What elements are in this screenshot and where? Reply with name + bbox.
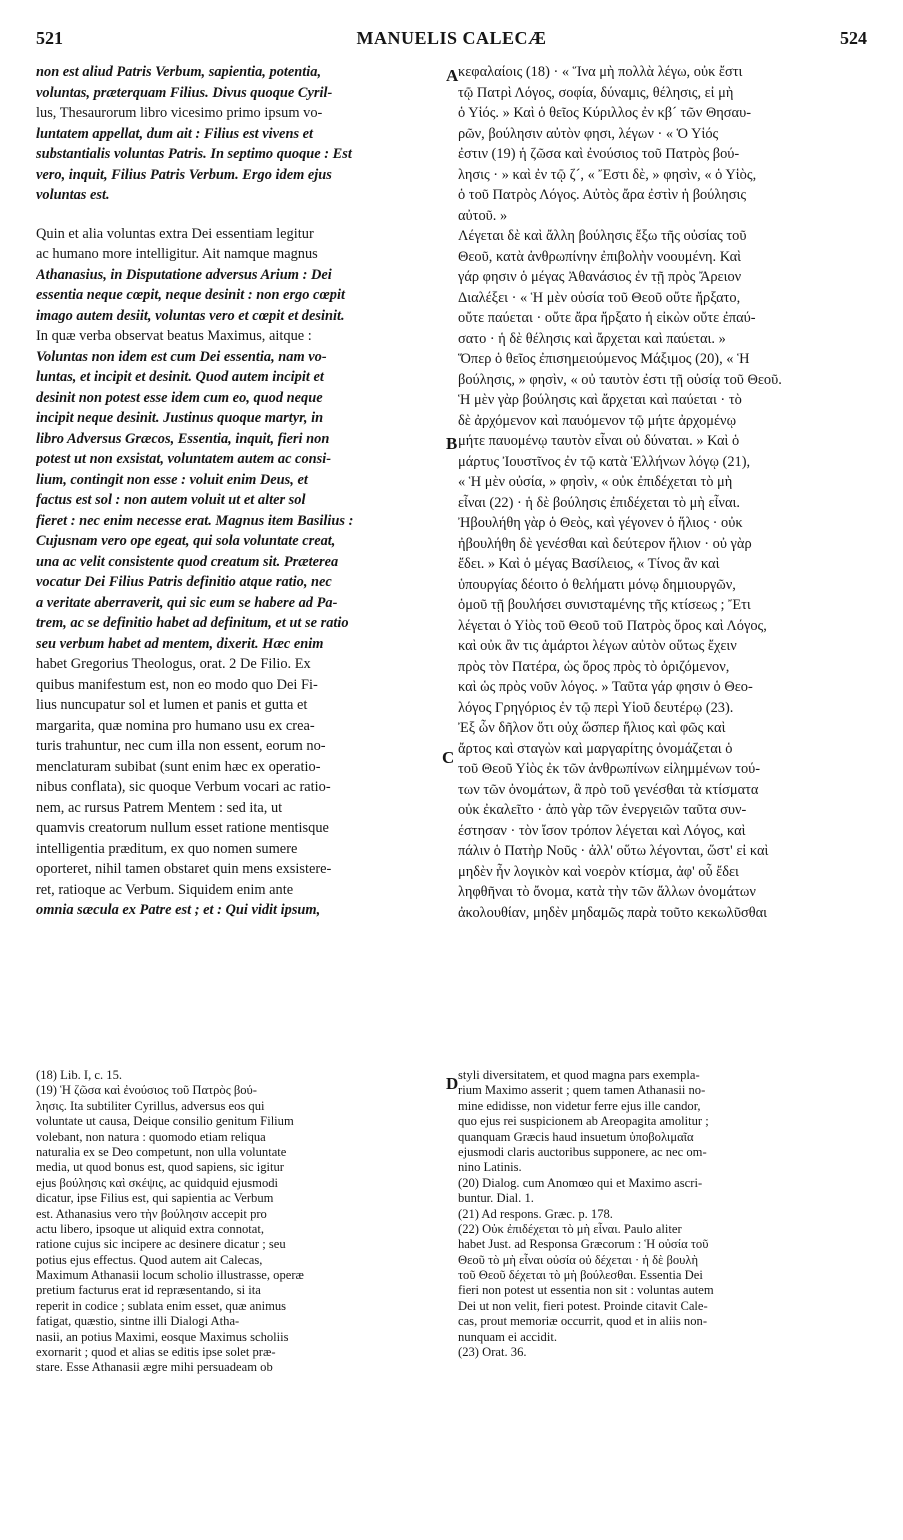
text-line: των τῶν ὀνομάτων, ἃ πρὸ τοῦ γενέσθαι τὰ κτίσματα	[458, 781, 759, 798]
footnote-line: λησις. Ita subtiliter Cyrillus, adversus eos qui	[36, 1098, 265, 1113]
text-line: « Ἡ μὲν οὐσία, » φησὶν, « οὐκ ἐπιδέχεται τὸ μὴ	[458, 474, 733, 490]
text-line: Quin et alia voluntas extra Dei essentiam legitur	[36, 225, 314, 242]
footnotes-right	[458, 1068, 868, 1360]
text-line: vero, inquit, Filius Patris Verbum. Ergo idem ejus	[36, 166, 332, 183]
text-line: βούλησις, » φησὶν, « οὐ ταυτὸν ἐστι τῇ οὐσίᾳ τοῦ Θεοῦ.	[458, 371, 782, 388]
text-line: αὐτοῦ. »	[458, 207, 508, 224]
text-line: μηδὲν ἦν λογικὸν καὶ νοερὸν κτίσμα, ἀφ' οὗ ἔδει	[458, 863, 739, 880]
page-header	[36, 28, 867, 54]
footnotes-left	[36, 1068, 446, 1376]
text-line: nem, ac rursus Patrem Mentem : sed ita, ut	[36, 799, 283, 816]
footnote-line: (22) Οὐκ ἐπιδέχεται τὸ μὴ εἶναι. Paulo aliter	[458, 1221, 682, 1236]
text-line: ἠβουλήθη δὲ γενέσθαι καὶ δεύτερον ἥλιον · οὐ γὰρ	[458, 535, 752, 552]
text-line: Cujusnam vero ope egeat, qui sola voluntate creat,	[36, 533, 336, 549]
text-line: ὑπουργίας δέοιτο ὁ θελήματι μόνῳ δημιουργῶν,	[458, 576, 736, 593]
text-line: turis trahuntur, nec cum illa non essent, eorum no-	[36, 738, 326, 754]
text-line: margarita, quæ nomina pro humano usu ex crea-	[36, 717, 315, 734]
text-line: lus, Thesaurorum libro vicesimo primo ipsum vo-	[36, 105, 323, 121]
footnote-line: Dei ut non velit, fieri potest. Proinde citavit Cale-	[458, 1298, 708, 1313]
text-line: λησις · » καὶ ἐν τῷ ζ´, « Ἔστι δὲ, » φησὶν, « ὁ Υἱὸς,	[458, 166, 757, 183]
text-line: incipit neque desinit. Justinus quoque martyr, in	[36, 410, 324, 426]
text-line: voluntas, præterquam Filius. Divus quoque Cyril-	[36, 84, 333, 101]
footnote-line: voluntate ut causa, Deique consilio genitum Filium	[36, 1114, 294, 1129]
text-line: Ὅπερ ὁ θεῖος ἐπισημειούμενος Μάξιμος (20), « Ἡ	[458, 351, 750, 367]
running-title: MANUELIS CALECÆ	[356, 28, 547, 48]
text-line: intelligentia præditum, ex quo nomen sumere	[36, 840, 298, 857]
margin-letter-d: D	[446, 1074, 459, 1093]
text-line: ὁ Υἱός. » Καὶ ὁ θεῖος Κύριλλος ἐν κβ´ τῶν Θησαυ-	[458, 105, 751, 121]
footnote-line: (20) Dialog. cum Anomœo qui et Maximo ascri-	[458, 1175, 703, 1190]
footnote-line: (18) Lib. I, c. 15.	[36, 1068, 123, 1082]
footnote-line: media, ut quod bonus est, quod sapiens, sic igitur	[36, 1160, 285, 1175]
text-line: desinit non potest esse idem cum eo, quod neque	[36, 389, 323, 406]
text-line: Voluntas non idem est cum Dei essentia, nam vo-	[36, 348, 327, 365]
text-line: εἶναι (22) · ἡ δὲ βούλησις ἐπιδέχεται τὸ μὴ εἶναι.	[458, 494, 740, 511]
footnote-line: Maximum Athanasii locum scholio illustrasse, operæ	[36, 1268, 304, 1283]
text-line: ὁμοῦ τῇ βουλήσει συνισταμένης τῆς κτίσεως ; Ἔτι	[458, 597, 751, 613]
text-line: ληφθῆναι τὸ ὄνομα, κατὰ τὴν τῶν ἄλλων ὀνομάτων	[458, 884, 756, 900]
text-line: Λέγεται δὲ καὶ ἄλλη βούλησις ἔξω τῆς οὐσίας τοῦ	[458, 228, 747, 244]
footnote-line: fieri non potest ut essentia non sit : voluntas autem	[458, 1283, 714, 1298]
footnote-line: volebant, non natura : quomodo etiam reliqua	[36, 1129, 266, 1144]
text-line: habet Gregorius Theologus, orat. 2 De Filio. Ex	[36, 656, 311, 672]
footnote-line: dicatur, ipse Filius est, qui sapientia ac Verbum	[36, 1191, 274, 1206]
text-line: γάρ φησιν ὁ μέγας Ἀθανάσιος ἐν τῇ πρὸς Ἄρειον	[458, 269, 742, 285]
footnote-line: cas, prout memoriæ occurrit, quod et in aliis non-	[458, 1314, 708, 1329]
footnote-line: Θεοῦ τὸ μὴ εἶναι οὐσία οὐ δέχεται · ἡ δὲ βουλὴ	[458, 1252, 699, 1267]
latin-text-column	[36, 62, 446, 921]
text-line: quibus manifestum est, non eo modo quo Dei Fi-	[36, 676, 318, 693]
text-line: λέγεται ὁ Υἱὸς τοῦ Θεοῦ τοῦ Πατρὸς ὅρος καὶ Λόγος,	[458, 617, 767, 634]
text-line: ἔδει. » Καὶ ὁ μέγας Βασίλειος, « Τίνος ἂν καὶ	[458, 556, 720, 572]
margin-letter-c: C	[442, 748, 455, 767]
footnote-line: mine edidisse, non videtur ferre ejus ille candor,	[458, 1098, 701, 1113]
text-line: έστησαν · τὸν ἴσον τρόπον λέγεται καὶ Λόγος, καὶ	[458, 822, 746, 839]
text-line: σατο · ἡ δὲ θέλησις καὶ ἄρχεται καὶ παύεται. »	[458, 330, 726, 347]
left-page-number: 521	[36, 28, 63, 48]
footnote-line: nino Latinis.	[458, 1160, 522, 1175]
text-line: lius nuncupatur sol et lumen et panis et gutta et	[36, 697, 308, 713]
text-line: Ἠβουλήθη γὰρ ὁ Θεὸς, καὶ γέγονεν ὁ ἥλιος · οὐκ	[458, 515, 743, 531]
footnote-line: (23) Orat. 36.	[458, 1345, 527, 1360]
paragraph-break	[36, 206, 446, 224]
text-line: πάλιν ὁ Πατὴρ Νοῦς · ἀλλ' οὕτω λέγονται, ὥστ' εἰ καὶ	[458, 843, 769, 859]
footnote-line: reperit in codice ; sublata enim esset, quæ animus	[36, 1298, 287, 1313]
text-line: ἀκολουθίαν, μηδὲν μηδαμῶς παρὰ τοῦτο κεκωλῦσθαι	[458, 904, 768, 921]
footnote-line: stare. Esse Athanasii ægre mihi persuadeam ob	[36, 1360, 273, 1375]
footnote-line: ejus βούλησις καὶ σκέψις, ac quidquid ejusmodi	[36, 1175, 279, 1190]
text-line: lium, contingit non esse : voluit enim Deus, et	[36, 471, 308, 488]
footnote-line: est. Athanasius vero τὴν βούλησιν accepit pro	[36, 1206, 267, 1221]
text-line: ret, ratioque ac Verbum. Siquidem enim ante	[36, 881, 294, 898]
text-line: μήτε παυομένῳ ταυτὸν εἶναι οὐ δύναται. » Καὶ ὁ	[458, 433, 740, 449]
text-line: ac humano more intelligitur. Ait namque magnus	[36, 246, 318, 262]
text-line: καὶ οὐκ ἂν τις ἁμάρτοι λέγων αὐτὸν οὕτως ἔχειν	[458, 638, 737, 654]
text-line: ὁ τοῦ Πατρὸς Λόγος. Αὐτὸς ἄρα ἐστὶν ἡ βούλησις	[458, 187, 747, 203]
text-line: a veritate aberraverit, qui sic eum se habere ad Pa-	[36, 594, 338, 611]
footnote-line: actu libero, ipsoque ut aliquid extra connotat,	[36, 1221, 265, 1236]
text-line: menclaturam subibat (sunt enim hæc ex operatio-	[36, 758, 321, 775]
footnote-line: styli diversitatem, et quod magna pars exempla-	[458, 1068, 700, 1082]
text-line: οὔτε παύεται · οὔτε ἄρα ἤρξατο ἡ εἰκὼν οὔτε ἐπαύ-	[458, 310, 756, 326]
text-line: μάρτυς Ἰουστῖνος ἐν τῷ κατὰ Ἑλλήνων λόγῳ (21),	[458, 453, 751, 470]
text-line: Athanasius, in Disputatione adversus Arium : Dei	[36, 266, 332, 283]
text-line: δὲ ἀρχόμενον καὶ παυόμενον τῷ μήτε ἀρχομένῳ	[458, 412, 737, 429]
footnote-line: ejusmodi claris auctoribus supponere, ac nec om-	[458, 1144, 707, 1159]
text-line: quamvis creatorum nullum esset ratione mentisque	[36, 820, 329, 836]
text-line: essentia neque cœpit, neque desinit : non ergo cœpit	[36, 287, 345, 303]
text-line: voluntas est.	[36, 187, 110, 203]
footnote-line: potius ejus effectus. Quod autem ait Calecas,	[36, 1252, 263, 1267]
footnote-line: fatigat, quæstio, sintne illi Dialogi Atha-	[36, 1314, 240, 1329]
text-line: seu verbum habet ad mentem, dixerit. Hæc enim	[36, 635, 324, 652]
text-line: libro Adversus Græcos, Essentia, inquit, fieri non	[36, 430, 330, 447]
footnote-line: quo ejus rei suspicionem ab Areopagita amolitur ;	[458, 1114, 709, 1129]
text-line: πρὸς τὸν Πατέρα, ὡς ὅρος πρὸς τὸ ὁριζόμενον,	[458, 658, 730, 675]
text-line: Θεοῦ, κατὰ ἀνθρωπίνην ἐπιβολὴν νοουμένη. Καὶ	[458, 248, 741, 265]
text-line: ἐστιν (19) ἡ ζῶσα καὶ ἐνούσιος τοῦ Πατρὸς βού-	[458, 146, 740, 162]
text-line: Ἐξ ὧν δῆλον ὅτι οὐχ ὥσπερ ἥλιος καὶ φῶς καὶ	[458, 720, 726, 736]
greek-text-column	[458, 62, 868, 923]
footnote-line: τοῦ Θεοῦ δέχεται τὸ μὴ βούλεσθαι. Essentia Dei	[458, 1268, 703, 1283]
text-line: luntas, et incipit et desinit. Quod autem incipit et	[36, 369, 324, 385]
text-line: imago autem desiit, voluntas vero et cœpit et desinit.	[36, 307, 345, 324]
margin-letter-b: B	[446, 434, 458, 453]
margin-letter-a: A	[446, 66, 459, 85]
text-line: κεφαλαίοις (18) · « Ἵνα μὴ πολλὰ λέγω, οὐκ ἔστι	[458, 64, 743, 80]
text-line: λόγος Γρηγόριος ἐν τῷ περὶ Υἱοῦ δευτέρῳ (23).	[458, 699, 734, 716]
text-line: nibus conflata), sic quoque Verbum vocari ac ratio-	[36, 779, 331, 795]
footnote-line: ratione cujus sic incipere ac desinere dicatur ; seu	[36, 1237, 286, 1252]
text-line: luntatem appellat, dum ait : Filius est vivens et	[36, 125, 314, 142]
footnote-line: quanquam Græcis haud insuetum ὑποβολιμαῖα	[458, 1129, 694, 1144]
footnote-line: nunquam ei accidit.	[458, 1329, 557, 1344]
text-line: ρῶν, βούλησιν αὐτὸν φησι, λέγων · « Ὁ Υἱός	[458, 125, 719, 142]
footnote-line: habet Just. ad Responsa Græcorum : Ἡ οὐσία τοῦ	[458, 1237, 709, 1252]
footnote-line: rium Maximo asserit ; quem tamen Athanasii no-	[458, 1083, 706, 1098]
footnote-line: naturalia ex se Deo competunt, non ulla voluntate	[36, 1144, 287, 1159]
text-line: Ἡ μὲν γὰρ βούλησις καὶ ἄρχεται καὶ παύεται · τὸ	[458, 392, 742, 408]
footnote-line: pretium facturus erat id repræsentando, si ita	[36, 1283, 261, 1298]
text-line: τοῦ Θεοῦ Υἱὸς ἐκ τῶν ἀνθρωπίνων εἰλημμένων τού-	[458, 761, 761, 777]
text-line: trem, ac se definitio habet ad definitum, et ut se ratio	[36, 615, 349, 631]
text-line: καὶ ὡς πρὸς νοῦν λόγος. » Ταῦτα γάρ φησιν ὁ Θεο-	[458, 679, 753, 695]
text-line: ἄρτος καὶ σταγὼν καὶ μαργαρίτης ὀνομάζεται ὁ	[458, 740, 733, 757]
text-line: non est aliud Patris Verbum, sapientia, potentia,	[36, 64, 322, 80]
footnote-line: buntur. Dial. 1.	[458, 1191, 534, 1206]
text-line: factus est sol : non autem voluit ut et alter sol	[36, 492, 306, 508]
text-line: substantialis voluntas Patris. In septimo quoque : Est	[36, 146, 352, 162]
text-line: Διαλέξει · « Ἡ μὲν οὐσία τοῦ Θεοῦ οὔτε ἤρξατο,	[458, 289, 741, 306]
footnote-line: (19) Ἡ ζῶσα καὶ ἐνούσιος τοῦ Πατρὸς βού-	[36, 1083, 257, 1098]
text-line: fieret : nec enim necesse erat. Magnus item Basilius :	[36, 512, 354, 529]
text-line: oporteret, nihil tamen obstaret quin mens exsistere-	[36, 861, 332, 877]
text-line: τῷ Πατρὶ Λόγος, σοφία, δύναμις, θέλησις, εἰ μὴ	[458, 84, 734, 101]
text-line: potest ut non exsistat, voluntatem autem ac consi-	[36, 451, 332, 467]
text-line: omnia sæcula ex Patre est ; et : Qui vidit ipsum,	[36, 902, 321, 918]
right-page-number: 524	[840, 28, 867, 48]
text-line: una ac velit consistente quod creatum sit. Præterea	[36, 553, 339, 570]
text-line: οὐκ ἐκαλεῖτο · ἀπὸ γὰρ τῶν ἐνεργειῶν ταῦτα συν-	[458, 802, 747, 818]
footnote-line: nasii, an potius Maximi, eosque Maximus scholiis	[36, 1329, 289, 1344]
footnote-line: (21) Ad respons. Græc. p. 178.	[458, 1206, 613, 1221]
footnote-line: exornarit ; quod et alias se editis ipse solet præ-	[36, 1345, 276, 1360]
text-line: In quæ verba observat beatus Maximus, aitque :	[36, 328, 312, 344]
text-line: vocatur Dei Filius Patris definitio atque ratio, nec	[36, 574, 332, 590]
